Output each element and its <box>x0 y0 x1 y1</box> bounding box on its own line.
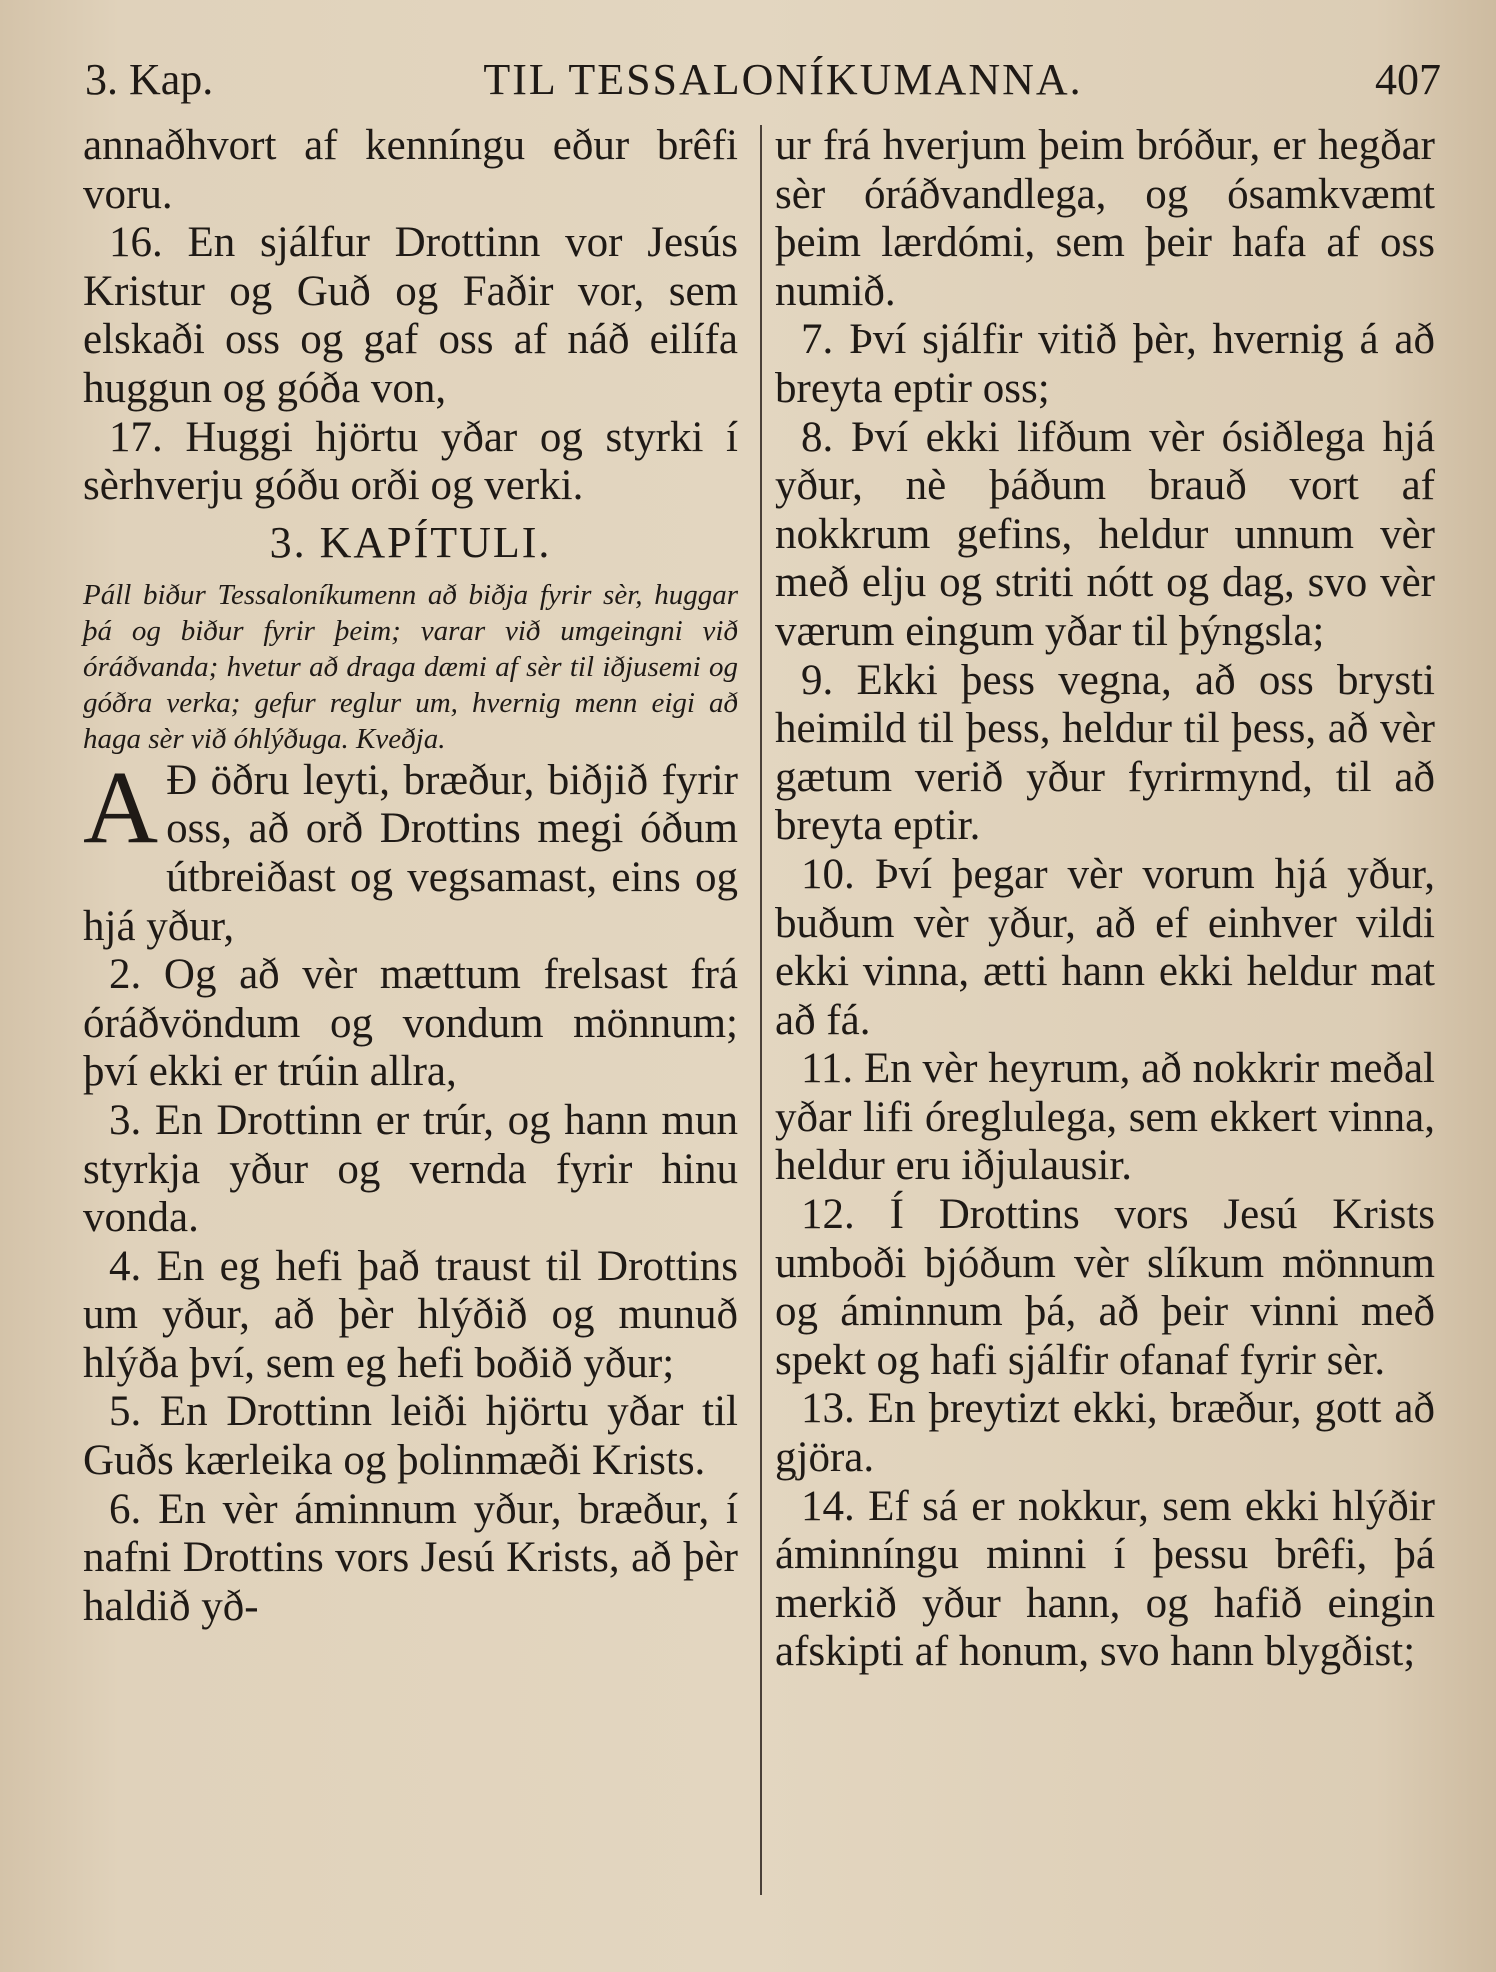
verse-continuation: annaðhvort af kenníngu eður brêfi voru. <box>83 122 738 218</box>
verse-6: 6. En vèr áminnum yður, bræður, í nafni Drottins vors Jesú Krists, að þèr haldið yð- <box>83 1485 738 1630</box>
right-column <box>775 122 1435 1677</box>
left-column <box>83 122 738 1631</box>
verse-12: 12. Í Drottins vors Jesú Krists umboði bjóðum vèr slíkum mönnum og áminnum þá, að þeir vinni með spekt og hafi sjálfir ofanaf fyrir sèr. <box>775 1191 1435 1384</box>
drop-cap: A <box>83 749 159 865</box>
running-title: TIL TESSALONÍKUMANNA. <box>483 55 1083 104</box>
verse-1 <box>83 749 738 951</box>
verse-3: 3. En Drottinn er trúr, og hann mun styrkja yður og vernda fyrir hinu vonda. <box>83 1096 738 1242</box>
column-divider <box>760 125 762 1895</box>
running-header <box>85 52 1441 108</box>
verse-10: 10. Því þegar vèr vorum hjá yður, buðum vèr yður, að ef einhver vildi ekki vinna, ætti hann ekki heldur mat að fá. <box>775 850 1435 1044</box>
chapter-heading: 3. KAPÍTULI. <box>269 517 552 567</box>
verse-11: 11. En vèr heyrum, að nokkrir meðal yðar lifi óreglulega, sem ekkert vinna, heldur eru iðjulausir. <box>775 1045 1435 1190</box>
verse-13: 13. En þreytizt ekki, bræður, gott að gjöra. <box>775 1385 1435 1482</box>
verse-1-text: Ð öðru leyti, bræður, biðjið fyrir oss, að orð Drottins megi óðum útbreiðast og vegsamast, eins og hjá yður, <box>83 756 738 950</box>
verse-4: 4. En eg hefi það traust til Drottins um yður, að þèr hlýðið og munuð hlýða því, sem eg hefi boðið yður; <box>83 1242 738 1387</box>
verse-17: 17. Huggi hjörtu yðar og styrki í sèrhverju góðu orði og verki. <box>83 413 738 510</box>
chapter-summary: Páll biður Tessaloníkumenn að biðja fyrir sèr, huggar þá og biður fyrir þeim; varar við umgeingni við óráðvanda; hvetur að draga dæmi af sèr til iðjusemi og góðra verka; gefur reglur um, hvernig menn eigi að haga sèr við óhlýðuga. Kveðja. <box>83 578 738 755</box>
verse-2: 2. Og að vèr mættum frelsast frá óráðvöndum og vondum mönnum; því ekki er trúin allra, <box>83 951 738 1096</box>
verse-16: 16. En sjálfur Drottinn vor Jesús Kristur og Guð og Faðir vor, sem elskaði oss og gaf oss af náð eilífa huggun og góða von, <box>83 219 738 412</box>
verse-5: 5. En Drottinn leiði hjörtu yðar til Guðs kærleika og þolinmæði Krists. <box>83 1388 738 1485</box>
verse-14: 14. Ef sá er nokkur, sem ekki hlýðir áminníngu minni í þessu brêfi, þá merkið yður hann, og hafið eingin afskipti af honum, svo hann blygðist; <box>775 1482 1435 1676</box>
verse-8: 8. Því ekki lifðum vèr ósiðlega hjá yður, nè þáðum brauð vort af nokkrum gefins, heldur unnum vèr með elju og striti nótt og dag, svo vèr værum eingum yðar til þýngsla; <box>775 413 1435 655</box>
page-number: 407 <box>1375 55 1441 104</box>
verse-7: 7. Því sjálfir vitið þèr, hvernig á að breyta eptir oss; <box>775 316 1435 412</box>
chapter-reference: 3. Kap. <box>85 55 214 104</box>
verse-9: 9. Ekki þess vegna, að oss brysti heimild til þess, heldur til þess, að vèr gætum verið yður fyrirmynd, til að breyta eptir. <box>775 656 1435 850</box>
verse-6-continuation: ur frá hverjum þeim bróður, er hegðar sèr óráðvandlega, og ósamkvæmt þeim lærdómi, sem þeir hafa af oss numið. <box>775 122 1435 315</box>
